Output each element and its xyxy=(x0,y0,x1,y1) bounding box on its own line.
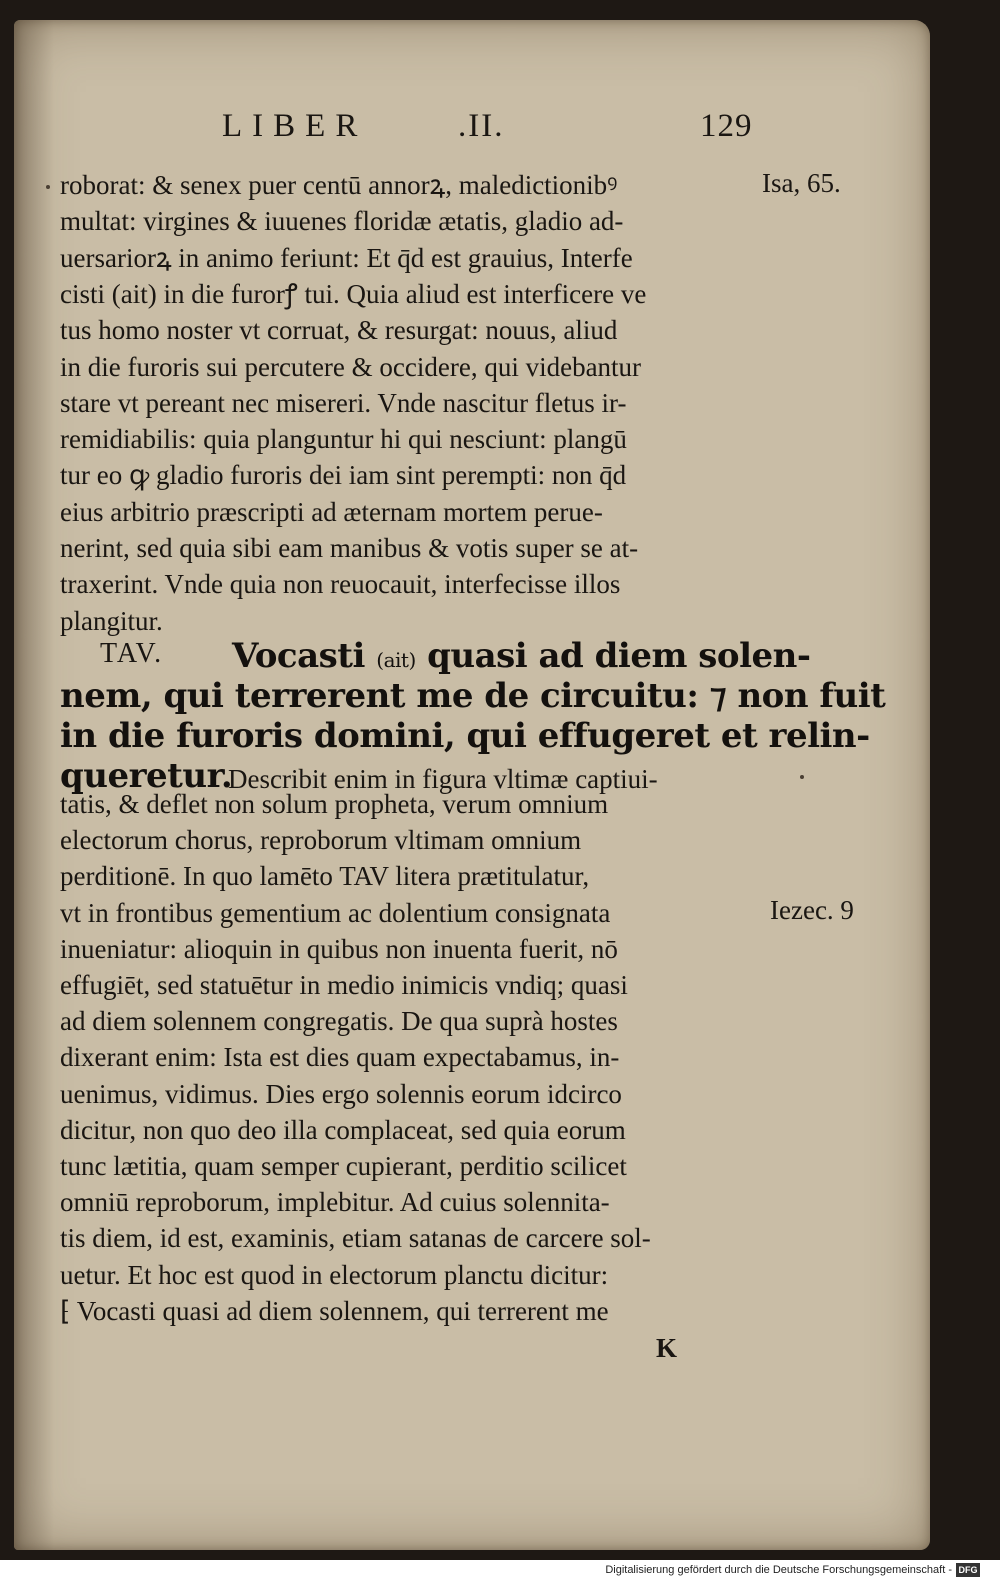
blackletter-line-1 xyxy=(232,636,811,680)
signature-mark: K xyxy=(656,1333,678,1363)
text-line: in die furoris sui percutere & occidere, qui videbantur xyxy=(60,351,642,382)
text-line: traxerint. Vnde quia non reuocauit, interfecisse illos xyxy=(60,569,621,600)
margin-note-ezekiel: Iezec. 9 xyxy=(770,895,854,925)
text-line: perditionē. In quo lamēto TAV litera prætitulatur, xyxy=(60,861,590,892)
text-line: dixerant enim: Ista est dies quam expectabamus, in- xyxy=(60,1042,620,1073)
text-line: omniū reproborum, implebitur. Ad cuius solennita- xyxy=(60,1187,610,1218)
text-line: tur eo ꝙ gladio furoris dei iam sint perempti: non q̄d xyxy=(60,460,627,491)
page-fold-shadow xyxy=(14,20,54,1550)
text-line: effugiēt, sed statuētur in medio inimicis vndiq; quasi xyxy=(60,970,628,1000)
text-line: tus homo noster vt corruat, & resurgat: nouus, aliud xyxy=(60,315,618,346)
text-line: ⁅ Vocasti quasi ad diem solennem, qui terrerent me xyxy=(60,1295,609,1326)
dfg-logo-icon: DFG xyxy=(956,1563,980,1577)
blackletter-text-1b: quasi ad diem solen- xyxy=(427,636,811,676)
text-line: plangitur. xyxy=(60,605,163,636)
text-line: uetur. Et hoc est quod in electorum planctu dicitur: xyxy=(60,1259,609,1290)
digitization-credit: Digitalisierung gefördert durch die Deutsche Forschungsgemeinschaft - xyxy=(605,1564,952,1576)
blackletter-text-1a: Vocasti xyxy=(232,636,365,676)
text-line: uenimus, vidimus. Dies ergo solennis eorum idcirco xyxy=(60,1078,622,1109)
blackletter-ait: (ait) xyxy=(376,648,416,672)
text-line: inueniatur: alioquin in quibus non inuenta fuerit, nō xyxy=(60,933,618,964)
text-line: uersariorꝝ in animo feriunt: Et q̄d est grauius, Interfe xyxy=(60,242,633,273)
text-line: ad diem solennem congregatis. De qua suprà hostes xyxy=(60,1006,618,1037)
text-line: vt in frontibus gementium ac dolentium consignata xyxy=(60,897,611,928)
section-letter: TAV. xyxy=(100,638,164,669)
text-line: cisti (ait) in die furorꝭ tui. Quia aliud est interficere ve xyxy=(60,278,647,309)
text-line: remidiabilis: quia planguntur hi qui nesciunt: plangū xyxy=(60,424,627,455)
text-line: electorum chorus, reproborum vltimam omnium xyxy=(60,825,582,856)
text-line: eius arbitrio præscripti ad æternam mortem perue- xyxy=(60,496,603,527)
text-line: stare vt pereant nec misereri. Vnde nascitur fletus ir- xyxy=(60,387,627,418)
text-line: tis diem, id est, examinis, etiam satanas de carcere sol- xyxy=(60,1223,651,1254)
ink-speck xyxy=(46,185,50,189)
digitization-footer xyxy=(0,1560,1000,1582)
text-line: multat: virgines & iuuenes floridæ ætatis, gladio ad- xyxy=(60,206,624,237)
text-line: tatis, & deflet non solum propheta, verum omnium xyxy=(60,789,609,819)
text-line: dicitur, non quo deo illa complaceat, sed quia eorum xyxy=(60,1114,626,1145)
ink-speck xyxy=(800,775,804,779)
text-line: roborat: & senex puer centū annorꝝ, maledictionibꝰ xyxy=(60,170,618,200)
blackletter-line-2: nem, qui terrerent me de circuitu: ⁊ non fuit xyxy=(60,676,886,716)
page-number: 129 xyxy=(700,108,753,144)
book-number: .II. xyxy=(458,108,505,144)
margin-note-isaiah: Isa, 65. xyxy=(762,168,841,198)
text-line: nerint, sed quia sibi eam manibus & votis super se at- xyxy=(60,533,639,563)
blackletter-line-3: in die furoris domini, qui effugeret et relin- xyxy=(60,716,870,756)
text-line: tunc lætitia, quam semper cupierant, perditio scilicet xyxy=(60,1151,627,1181)
continuation-line: Describit enim in figura vltimæ captiui- xyxy=(228,764,658,794)
blackletter-line-4: queretur. xyxy=(60,756,233,796)
running-title: LIBER xyxy=(222,108,368,144)
